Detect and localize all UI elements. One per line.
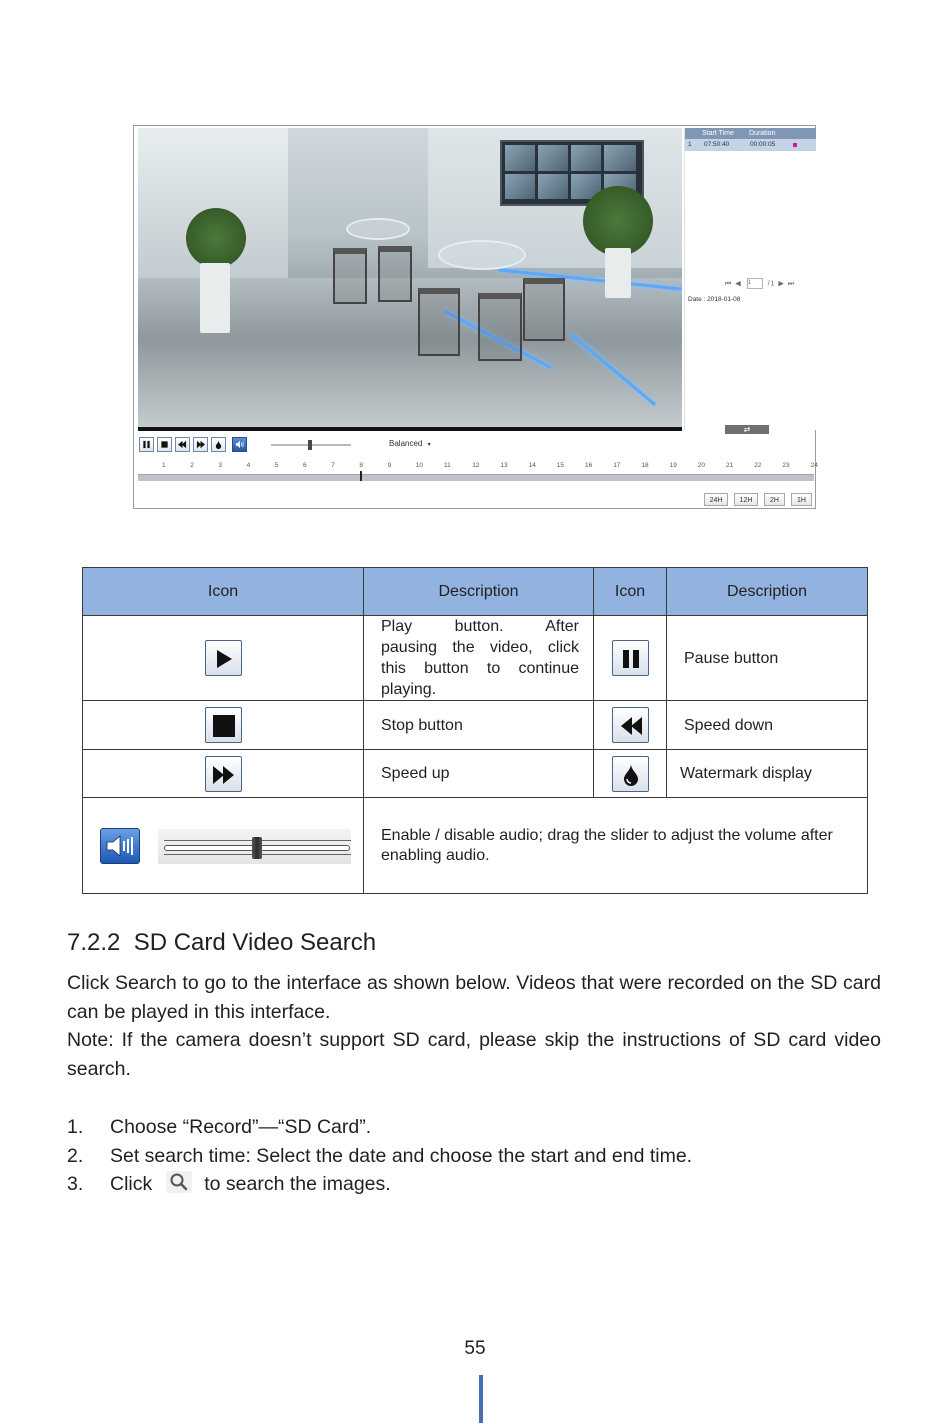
playback-controls [139, 436, 679, 454]
timeline-hour-label: 4 [246, 462, 251, 469]
timeline-hour-label: 20 [697, 462, 706, 469]
table-row [83, 616, 868, 701]
video-scene-chair [523, 278, 565, 341]
steps-list [67, 1113, 881, 1199]
table-header-description: Description [667, 568, 868, 616]
speed-up-icon [205, 756, 242, 792]
stop-icon [160, 440, 169, 449]
zoom-12h-button[interactable]: 12H [734, 493, 758, 506]
table-cell-icon [83, 750, 364, 798]
video-scene-table [346, 218, 410, 240]
speaker-icon [235, 440, 244, 449]
description-line: playing. [381, 681, 437, 698]
description-line: this button to continue [381, 660, 579, 677]
row-duration: 00:00:05 [750, 141, 776, 148]
timeline-hour-label: 7 [331, 462, 335, 469]
speed-down-icon [178, 440, 187, 449]
table-cell-icon [83, 798, 364, 894]
playback-timeline[interactable] [138, 458, 818, 484]
video-scene-pot [605, 248, 631, 298]
page-total: /1 [767, 280, 776, 288]
table-header-row [83, 568, 868, 616]
step-text-before: Click [110, 1173, 153, 1196]
panel-toggle-button[interactable]: ⇄ [725, 425, 769, 434]
stop-icon [205, 707, 242, 743]
timeline-hour-label: 24 [810, 462, 818, 469]
timeline-hour-label: 8 [359, 462, 364, 469]
watermark-button[interactable] [211, 437, 226, 452]
table-row [83, 750, 868, 798]
record-marker [793, 143, 797, 147]
table-cell-icon [594, 750, 667, 798]
timeline-track[interactable] [138, 474, 814, 481]
speaker-icon [100, 828, 140, 864]
row-start-time: 07:50:40 [704, 141, 730, 148]
timeline-hour-label: 21 [726, 462, 734, 469]
record-list-header [685, 128, 816, 139]
timeline-hour-label: 17 [613, 462, 621, 469]
table-cell-icon [83, 701, 364, 750]
video-scene-plant [186, 208, 246, 268]
table-cell-description: Watermark display [667, 750, 868, 798]
timeline-hour-label: 9 [387, 462, 392, 469]
audio-button[interactable] [232, 437, 247, 452]
page-number: 55 [464, 1338, 486, 1359]
video-scene-table [438, 240, 526, 270]
stream-mode-value: Balanced [389, 439, 423, 448]
video-player[interactable] [138, 128, 682, 431]
first-page-icon[interactable]: ⏮ [725, 280, 733, 288]
table-header-icon: Icon [594, 568, 667, 616]
table-header-description: Description [364, 568, 594, 616]
step-number: 1. [67, 1116, 84, 1138]
next-page-icon[interactable]: ▶ [778, 280, 785, 288]
search-icon [166, 1171, 192, 1193]
timeline-hour-labels [138, 458, 818, 470]
watermark-icon [214, 440, 223, 449]
step-number: 3. [67, 1173, 84, 1196]
timeline-hour-label: 23 [782, 462, 790, 469]
table-cell-icon [594, 616, 667, 701]
timeline-hour-label: 5 [274, 462, 279, 469]
timeline-hour-label: 2 [190, 462, 194, 469]
video-scene-plant [583, 186, 653, 256]
list-item [67, 1142, 881, 1171]
volume-slider-knob[interactable] [308, 440, 312, 450]
video-scene-chair [418, 288, 460, 356]
intro-paragraph: Click Search to go to the interface as shown below. Videos that were recorded on the SD card can be played in this interface. [67, 972, 881, 1023]
stream-mode-select[interactable] [389, 439, 431, 448]
volume-slider[interactable] [271, 444, 351, 446]
icon-description-table [82, 567, 868, 894]
volume-slider-knob [252, 837, 262, 859]
step-number: 2. [67, 1144, 84, 1167]
timeline-hour-label: 13 [500, 462, 508, 469]
speed-up-button[interactable] [193, 437, 208, 452]
table-row [83, 701, 868, 750]
speed-down-button[interactable] [175, 437, 190, 452]
timeline-hour-label: 11 [444, 462, 451, 469]
video-scene-chair [478, 293, 522, 361]
page-input[interactable]: 1 [747, 278, 763, 289]
last-page-icon[interactable]: ⏭ [787, 280, 796, 288]
zoom-1h-button[interactable]: 1H [791, 493, 812, 506]
list-item [67, 1113, 881, 1142]
table-header-icon: Icon [83, 568, 364, 616]
header-duration: Duration [749, 130, 776, 137]
table-row [83, 798, 868, 894]
prev-page-icon[interactable]: ◀ [735, 280, 742, 288]
watermark-icon [612, 756, 649, 792]
video-scene-pot [200, 263, 230, 333]
play-button-description [381, 616, 579, 700]
zoom-2h-button[interactable]: 2H [764, 493, 785, 506]
timeline-hour-label: 16 [585, 462, 593, 469]
timeline-hour-label: 22 [754, 462, 762, 469]
timeline-hour-label: 10 [415, 462, 424, 469]
timeline-hour-label: 18 [641, 462, 649, 469]
timeline-hour-label: 12 [472, 462, 480, 469]
description-line: pausing the video, click [381, 639, 579, 656]
timeline-hour-label: 1 [162, 462, 166, 469]
table-cell-icon [594, 701, 667, 750]
step-text-after: to search the images. [204, 1173, 391, 1196]
zoom-24h-button[interactable]: 24H [704, 493, 728, 506]
table-cell-icon [83, 616, 364, 701]
record-list-row[interactable] [685, 139, 816, 151]
pause-icon [142, 440, 151, 449]
table-cell-description: Enable / disable audio; drag the slider to adjust the volume after enabling audio. [364, 798, 868, 894]
table-cell-description: Speed up [364, 750, 594, 798]
timeline-hour-label: 19 [669, 462, 677, 469]
play-icon [205, 640, 242, 676]
video-scene-chair [333, 248, 367, 304]
step-text [110, 1170, 391, 1199]
timeline-cursor[interactable] [360, 471, 362, 481]
audio-volume-slider [83, 799, 363, 893]
header-start-time: Start Time [702, 130, 734, 137]
record-list-pager [725, 278, 795, 289]
list-item [67, 1170, 881, 1199]
timeline-hour-label: 15 [556, 462, 565, 469]
video-scene-chair [378, 246, 412, 302]
row-index: 1 [688, 141, 692, 148]
video-progress-strip [138, 427, 682, 431]
step-text: Choose “Record”—“SD Card”. [110, 1116, 372, 1138]
timeline-hour-label: 14 [528, 462, 536, 469]
record-date: Date : 2018-01-08 [688, 296, 741, 303]
stop-button[interactable] [157, 437, 172, 452]
table-cell-description: Speed down [667, 701, 868, 750]
pause-button[interactable] [139, 437, 154, 452]
step-text: Set search time: Select the date and choose the start and end time. [110, 1144, 693, 1167]
timeline-hour-label: 3 [218, 462, 223, 469]
playback-screenshot [133, 125, 816, 509]
table-cell-description: Pause button [667, 616, 868, 701]
note-paragraph: Note: If the camera doesn’t support SD card, please skip the instructions of SD card video search. [67, 1029, 881, 1080]
record-list-panel [684, 128, 816, 430]
speed-up-icon [196, 440, 205, 449]
speed-down-icon [612, 707, 649, 743]
timeline-hour-label: 6 [303, 462, 307, 469]
table-cell-description: Stop button [364, 701, 594, 750]
chevron-down-icon: ▾ [427, 442, 431, 448]
table-cell-description [364, 616, 594, 701]
pause-icon [612, 640, 649, 676]
page-rule [479, 1375, 483, 1423]
section-heading: 7.2.2 SD Card Video Search [67, 929, 377, 956]
description-line: Play button. After [381, 618, 579, 635]
